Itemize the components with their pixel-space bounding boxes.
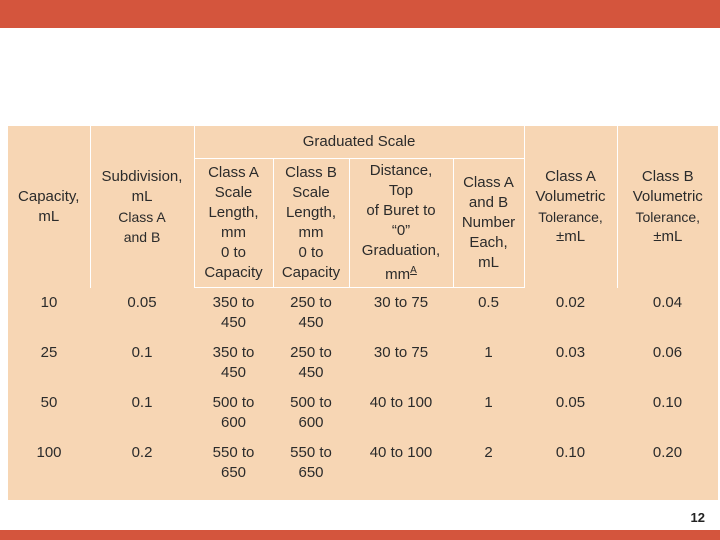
header-text: mm — [221, 224, 246, 241]
header-text: Tolerance, — [538, 208, 603, 225]
cell-capacity: 25 — [40, 344, 58, 361]
header-text: ±mL — [653, 227, 683, 245]
table-row — [8, 339, 718, 389]
cell-line: 650 — [298, 464, 324, 481]
cell-line: 500 to — [290, 394, 332, 411]
cell-number-each: 2 — [484, 444, 493, 461]
cell-distance: 40 to 100 — [369, 444, 433, 461]
footnote-marker: A — [410, 265, 417, 276]
table-row — [8, 288, 718, 340]
header-number-each — [453, 159, 524, 288]
header-text: mm — [385, 266, 411, 283]
cell-line: 450 — [220, 364, 247, 381]
header-text: Class A — [545, 167, 596, 185]
header-text: Scale — [292, 184, 330, 201]
header-class-b-tolerance — [617, 126, 718, 288]
cell-line: 350 to — [212, 344, 255, 361]
header-text: “0” — [391, 222, 411, 239]
cell-class-a-scale — [194, 389, 273, 439]
cell-class-a-tolerance: 0.02 — [555, 293, 586, 311]
header-text: Tolerance, — [635, 208, 701, 225]
cell-number-each: 1 — [484, 344, 493, 361]
header-capacity — [8, 126, 90, 288]
cell-class-b-tolerance: 0.10 — [652, 394, 683, 411]
header-class-a-scale — [194, 159, 273, 288]
header-subdivision — [90, 126, 194, 288]
header-text: mL — [131, 187, 153, 205]
cell-class-a-tolerance: 0.05 — [555, 394, 586, 411]
header-text: Volumetric — [632, 187, 703, 205]
cell-line: 350 to — [212, 294, 255, 311]
header-text: mL — [478, 254, 499, 271]
cell-class-b-scale — [273, 288, 349, 340]
cell-subdivision: 0.1 — [131, 344, 153, 361]
cell-class-b-tolerance: 0.06 — [652, 344, 683, 361]
cell-line: 550 to — [212, 444, 255, 461]
header-text: Each, — [469, 234, 508, 251]
header-text: Top — [388, 182, 414, 199]
cell-class-b-tolerance: 0.04 — [652, 293, 683, 311]
cell-line: 450 — [220, 314, 247, 331]
top-accent-bar — [0, 0, 720, 28]
cell-class-a-scale — [194, 288, 273, 340]
header-text: Class A — [208, 164, 259, 181]
table-row — [8, 439, 718, 489]
cell-number-each: 0.5 — [478, 294, 499, 311]
header-text: and B — [123, 228, 161, 245]
cell-line: 550 to — [290, 444, 332, 461]
header-text: Class A — [118, 208, 166, 225]
cell-subdivision: 0.05 — [127, 293, 157, 311]
header-graduated-scale: Graduated Scale — [194, 126, 524, 159]
header-text: of Buret to — [366, 202, 436, 219]
cell-class-b-scale — [273, 389, 349, 439]
cell-line: 650 — [220, 464, 247, 481]
header-text: Subdivision, — [101, 167, 183, 185]
header-text: mm — [298, 224, 324, 241]
cell-capacity: 100 — [36, 444, 62, 461]
header-distance-unit — [352, 261, 451, 285]
header-text: Class B — [641, 167, 694, 185]
cell-line: 500 to — [212, 394, 255, 411]
cell-line: 450 — [298, 364, 324, 381]
header-text: Distance, — [369, 162, 433, 179]
cell-subdivision: 0.1 — [131, 394, 153, 411]
cell-number-each: 1 — [484, 394, 493, 411]
cell-class-a-scale — [194, 439, 273, 489]
header-text: Class A — [463, 174, 514, 191]
header-text: Graduation, — [361, 242, 441, 259]
header-class-a-tolerance — [524, 126, 617, 288]
cell-line: 600 — [298, 414, 324, 431]
table-row — [8, 389, 718, 439]
cell-class-b-scale — [273, 439, 349, 489]
cell-line: 600 — [220, 414, 247, 431]
cell-distance: 30 to 75 — [373, 344, 429, 361]
header-text: mL — [38, 207, 60, 225]
cell-distance: 40 to 100 — [369, 394, 433, 411]
cell-class-b-scale — [273, 339, 349, 389]
header-text: Length, — [208, 204, 259, 221]
header-text: Capacity — [204, 264, 263, 281]
header-text: Number — [461, 214, 516, 231]
cell-capacity: 50 — [40, 394, 58, 411]
cell-line: 450 — [298, 314, 324, 331]
header-text: Length, — [285, 204, 337, 221]
header-text: Capacity — [281, 264, 341, 281]
cell-subdivision: 0.2 — [131, 444, 153, 461]
cell-class-a-tolerance: 0.10 — [555, 444, 586, 461]
header-class-b-scale — [273, 159, 349, 288]
header-distance — [349, 159, 453, 288]
cell-class-b-tolerance: 0.20 — [652, 444, 683, 461]
header-text: Volumetric — [535, 187, 606, 205]
header-text: Class B — [285, 164, 337, 181]
header-text: Scale — [214, 184, 253, 201]
cell-line: 250 to — [290, 294, 332, 311]
header-text: 0 to — [298, 244, 324, 261]
header-text: ±mL — [555, 227, 586, 245]
cell-distance: 30 to 75 — [373, 294, 429, 311]
cell-class-a-tolerance: 0.03 — [555, 344, 586, 361]
cell-line: 250 to — [290, 344, 332, 361]
cell-class-a-scale — [194, 339, 273, 389]
cell-capacity: 10 — [40, 293, 58, 311]
page-number: 12 — [690, 510, 705, 525]
header-text: and B — [468, 194, 509, 211]
header-text: Capacity, — [18, 187, 80, 205]
bottom-accent-bar — [0, 530, 720, 540]
buret-specification-table — [8, 126, 718, 489]
header-text: 0 to — [220, 244, 247, 261]
